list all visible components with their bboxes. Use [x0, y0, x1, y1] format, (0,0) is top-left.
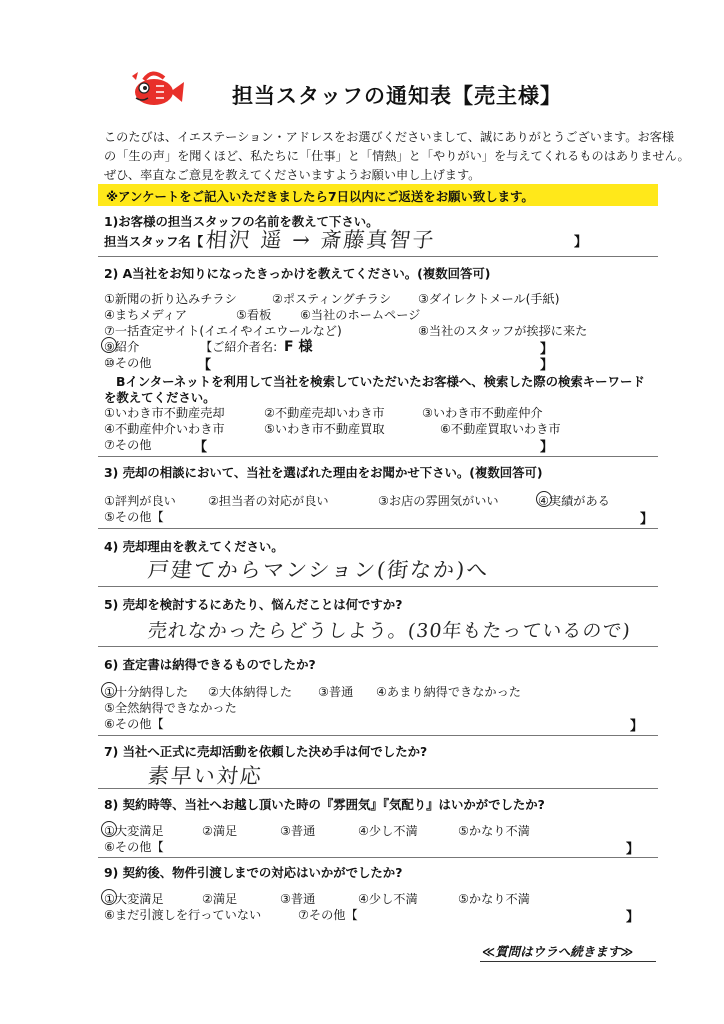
divider: [98, 528, 658, 529]
q1-question: 1)お客様の担当スタッフの名前を教えて下さい。: [104, 214, 379, 229]
q4-answer[interactable]: 戸建てからマンション(街なか)へ: [146, 558, 491, 582]
q2-question: 2) A当社をお知りになったきっかけを教えてください。(複数回答可): [104, 266, 491, 281]
q7-question: 7) 当社へ正式に売却活動を依頼した決め手は何でしたか?: [104, 744, 428, 759]
page-title: 担当スタッフの通知表【売主様】: [232, 84, 562, 108]
divider: [98, 586, 658, 587]
divider: [98, 857, 658, 858]
q2-option-6[interactable]: ⑥当社のホームページ: [300, 308, 421, 322]
q8-option-5[interactable]: ⑤かなり不満: [458, 824, 530, 838]
mascot-fish-logo: [130, 62, 186, 112]
q3-option-4[interactable]: ④実績がある: [538, 494, 610, 508]
q4-question: 4) 売却理由を教えてください。: [104, 539, 284, 554]
divider: [98, 788, 658, 789]
q5-answer[interactable]: 売れなかったらどうしよう。(30年もたっているので): [146, 620, 633, 642]
q2b-option-4[interactable]: ④不動産仲介いわき市: [104, 422, 225, 436]
q2b-option-6[interactable]: ⑥不動産買取いわき市: [440, 422, 561, 436]
q9-option-7[interactable]: ⑦その他【: [298, 908, 358, 922]
q5-question: 5) 売却を検討するにあたり、悩んだことは何ですか?: [104, 597, 403, 612]
q6-other-close: 】: [630, 719, 644, 734]
q2-option-8[interactable]: ⑧当社のスタッフが挨拶に来た: [418, 324, 588, 338]
q3-option-3[interactable]: ③お店の雰囲気がいい: [378, 494, 499, 508]
q9-option-3[interactable]: ③普通: [280, 892, 316, 906]
q2-option-5[interactable]: ⑤看板: [236, 308, 272, 322]
q1-close: 】: [574, 235, 588, 250]
q6-option-1[interactable]: ①十分納得した: [104, 685, 189, 699]
q2b-option-1[interactable]: ①いわき市不動産売却: [104, 406, 225, 420]
notice-text: ※アンケートをご記入いただきましたら7日以内にご返送をお願い致します。: [106, 189, 534, 204]
q2b-question-2: を教えてください。: [104, 390, 216, 405]
q2b-other-open: 【: [194, 440, 208, 455]
divider: [98, 735, 658, 736]
q8-option-2[interactable]: ②満足: [202, 824, 238, 838]
q6-option-6[interactable]: ⑥その他【: [104, 717, 164, 731]
q8-option-1[interactable]: ①大変満足: [104, 824, 164, 838]
divider: [98, 256, 658, 257]
q9-other-close: 】: [626, 910, 640, 925]
q9-option-6[interactable]: ⑥まだ引渡しを行っていない: [104, 908, 262, 922]
q3-option-5[interactable]: ⑤その他【: [104, 510, 164, 524]
q6-option-3[interactable]: ③普通: [318, 685, 354, 699]
q1-answer[interactable]: 相沢 遥 → 斎藤真智子: [204, 228, 437, 252]
q2-referrer-name[interactable]: F 様: [284, 339, 313, 355]
q2b-question: Bインターネットを利用して当社を検索していただいたお客様へ、検索した際の検索キーワード: [116, 374, 645, 389]
q8-option-3[interactable]: ③普通: [280, 824, 316, 838]
q2-option-2[interactable]: ②ポスティングチラシ: [272, 292, 392, 306]
q2b-other-close: 】: [540, 440, 554, 455]
notice-banner: [98, 184, 658, 206]
q2-referrer-close: 】: [540, 342, 554, 357]
q2-option-4[interactable]: ④まちメディア: [104, 308, 188, 322]
intro-line-1: このたびは、イエステーション・アドレスをお選びくださいまして、誠にありがとうございます。お客様: [104, 130, 675, 144]
q2b-option-2[interactable]: ②不動産売却いわき市: [264, 406, 385, 420]
q8-option-6[interactable]: ⑥その他【: [104, 840, 164, 854]
footer-underline: [480, 961, 656, 962]
q7-answer[interactable]: 素早い対応: [146, 764, 265, 788]
footer-continue-note: ≪質問はウラへ続きます≫: [482, 944, 634, 959]
q9-option-2[interactable]: ②満足: [202, 892, 238, 906]
q2b-option-7[interactable]: ⑦その他: [104, 438, 152, 452]
q3-option-2[interactable]: ②担当者の対応が良い: [208, 494, 329, 508]
q6-option-4[interactable]: ④あまり納得できなかった: [376, 685, 521, 699]
q2b-option-3[interactable]: ③いわき市不動産仲介: [422, 406, 543, 420]
q9-question: 9) 契約後、物件引渡しまでの対応はいかがでしたか?: [104, 865, 403, 880]
q2-referrer-label: 【ご紹介者名:: [200, 340, 278, 354]
q6-question: 6) 査定書は納得できるものでしたか?: [104, 657, 316, 672]
q6-option-2[interactable]: ②大体納得した: [208, 685, 293, 699]
intro-line-2: の「生の声」を聞くほど、私たちに「仕事」と「情熱」と「やりがい」を与えてくれるものはありません。: [104, 149, 690, 163]
q2-option-3[interactable]: ③ダイレクトメール(手紙): [418, 292, 560, 306]
q2-option-7[interactable]: ⑦一括査定サイト(イエイやイエウールなど): [104, 324, 342, 338]
divider: [98, 456, 658, 457]
q8-option-4[interactable]: ④少し不満: [358, 824, 418, 838]
q3-question: 3) 売却の相談において、当社を選ばれた理由をお聞かせ下さい。(複数回答可): [104, 465, 543, 480]
intro-line-3: ぜひ、率直なご意見を教えてくださいますようお願い申し上げます。: [104, 168, 481, 182]
q9-option-4[interactable]: ④少し不満: [358, 892, 418, 906]
q2-other-close: 】: [540, 358, 554, 373]
q8-question: 8) 契約時等、当社へお越し頂いた時の『雰囲気』『気配り』はいかがでしたか?: [104, 797, 545, 812]
q3-other-close: 】: [640, 512, 654, 527]
q2-option-9[interactable]: ⑨紹介: [104, 340, 140, 354]
q2b-option-5[interactable]: ⑤いわき市不動産買取: [264, 422, 385, 436]
q2-other-open: 【: [198, 358, 212, 373]
divider: [98, 646, 658, 647]
q1-label: 担当スタッフ名【: [104, 234, 204, 249]
q8-other-close: 】: [626, 842, 640, 857]
q6-option-5[interactable]: ⑤全然納得できなかった: [104, 701, 237, 715]
q2-option-10[interactable]: ⑩その他: [104, 356, 152, 370]
q3-option-1[interactable]: ①評判が良い: [104, 494, 176, 508]
q9-option-1[interactable]: ①大変満足: [104, 892, 164, 906]
q9-option-5[interactable]: ⑤かなり不満: [458, 892, 530, 906]
q2-option-1[interactable]: ①新聞の折り込みチラシ: [104, 292, 237, 306]
